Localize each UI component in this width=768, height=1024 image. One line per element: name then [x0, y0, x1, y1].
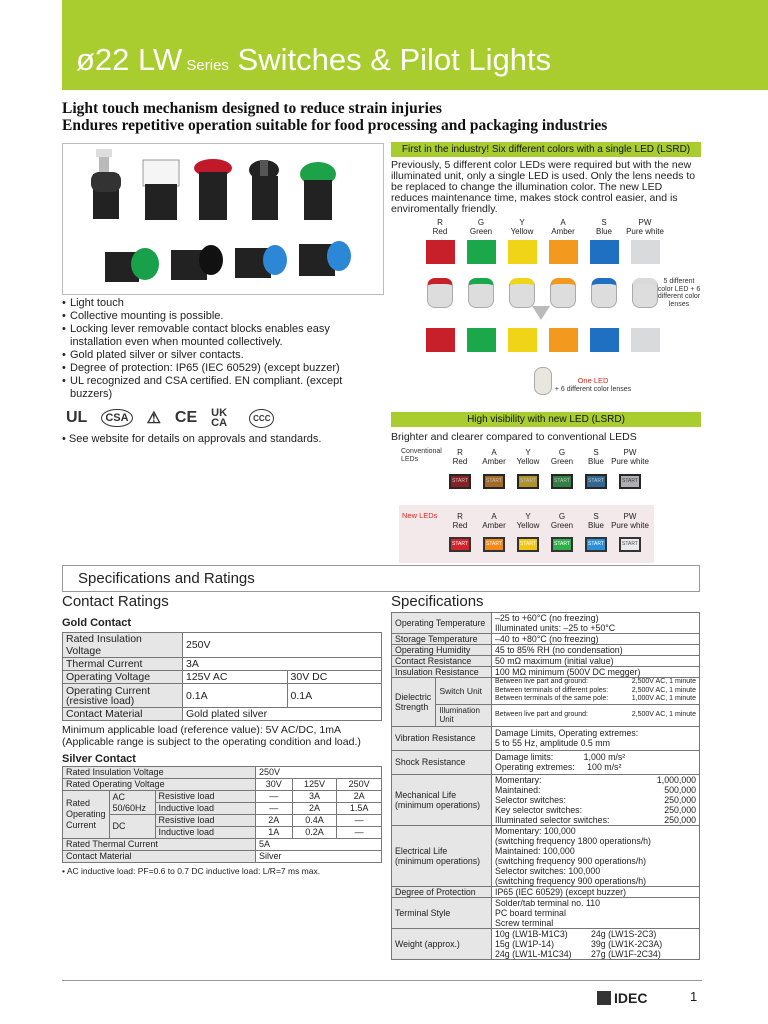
led-unit [509, 278, 535, 308]
lens-swatch [508, 240, 537, 264]
headline-line-1: Light touch mechanism designed to reduce strain injuries [62, 100, 442, 117]
specifications-heading: Specifications [391, 593, 484, 610]
hv-color-label: Y Yellow [516, 448, 540, 466]
start-button-sample: START [449, 537, 471, 552]
led-description: Previously, 5 different color LEDs were required but with the new illuminated unit, only a single LED is used. Only the lens needs to be replaced to change the illumination color. The new LED reduces maintenance time, makes stock control easier, and is enviromentally friendly. [391, 159, 696, 215]
certification-marks [66, 405, 274, 431]
hv-color-label: Y Yellow [516, 512, 540, 530]
down-arrow-icon [532, 306, 550, 320]
table-row: Operating Current (resistive load) 0.1A 0.1A [63, 684, 382, 708]
new-led-label: New LEDs [402, 511, 438, 520]
gold-note: Minimum applicable load (reference value): 5V AC/DC, 1mA (Applicable range is subject to the operating condition and load.) [62, 724, 361, 748]
silver-note: • AC inductive load: PF=0.6 to 0.7 DC inductive load: L/R=7 ms max. [62, 866, 321, 876]
start-button-sample: START [619, 537, 641, 552]
product-illustration [63, 144, 385, 296]
green-pilot-light [105, 248, 159, 282]
table-row: Inductive load 1A 0.2A — [63, 827, 382, 839]
table-row: Contact Resistance 50 mΩ maximum (initial value) [392, 656, 700, 667]
headline [62, 100, 702, 134]
feature-item: • UL recognized and CSA certified. EN compliant. (except buzzers) [62, 375, 382, 401]
start-button-sample: START [483, 537, 505, 552]
led-color-label: A Amber [551, 218, 575, 236]
table-row: Contact Material Gold plated silver [63, 708, 382, 721]
approvals-note: • See website for details on approvals and standards. [62, 433, 322, 445]
selector-switch [249, 160, 279, 220]
led-unit [591, 278, 617, 308]
lens-swatch [426, 328, 455, 352]
red-pushbutton [194, 159, 232, 220]
product-photo [62, 143, 384, 295]
table-row: Degree of Protection IP65 (IEC 60529) (except buzzer) [392, 886, 700, 897]
start-button-sample: START [449, 474, 471, 489]
table-row: Insulation Resistance 100 MΩ minimum (500V DC megger) [392, 667, 700, 678]
hv-color-label: R Red [452, 448, 468, 466]
table-row: Shock Resistance Damage limits: 1,000 m/s² Operating extremes: 100 m/s² [392, 750, 700, 774]
blue-pilot-light [235, 245, 287, 278]
start-button-sample: START [483, 474, 505, 489]
lens-swatch [467, 328, 496, 352]
start-button-sample: START [619, 474, 641, 489]
specifications-banner: Specifications and Ratings [62, 565, 700, 592]
gold-contact-table [62, 632, 382, 721]
key-switch [91, 149, 121, 219]
table-row: Thermal Current 3A [63, 658, 382, 671]
table-row: Weight (approx.) 10g (LW1B-M1C3) 24g (LW1S-2C3) 15g (LW1P-14) 39g (LW1K-2C3A) 24g (LW1L-M1C34) 27g (LW1F-2C34) [392, 928, 700, 959]
hv-color-label: G Green [550, 512, 574, 530]
specifications-table [391, 612, 700, 960]
table-row: Operating Voltage 125V AC 30V DC [63, 671, 382, 684]
footer-rule [62, 980, 702, 981]
hv-color-label: S Blue [587, 512, 604, 530]
silver-contact-table [62, 766, 382, 863]
hv-banner: High visibility with new LED (LSRD) [391, 412, 701, 427]
lens-swatch [508, 328, 537, 352]
idec-mark-icon [597, 991, 611, 1005]
lens-swatch [590, 240, 619, 264]
hv-color-label: A Amber [482, 448, 506, 466]
feature-item: • Degree of protection: IP65 (IEC 60529) (except buzzer) [62, 362, 382, 375]
lens-swatch [590, 328, 619, 352]
start-button-sample: START [517, 537, 539, 552]
hv-color-label: S Blue [587, 448, 604, 466]
hv-color-label: PW Pure white [611, 448, 649, 466]
white-pushbutton [143, 160, 179, 220]
hv-color-label: G Green [550, 448, 574, 466]
page-title: ø22 LW Series Switches & Pilot Lights [76, 42, 552, 77]
table-row: Rated Insulation Voltage 250V [63, 767, 382, 779]
lens-swatch [549, 240, 578, 264]
table-row: Rated Operating Voltage 30V 125V 250V [63, 779, 382, 791]
start-button-sample: START [585, 537, 607, 552]
single-led-unit [534, 367, 552, 395]
warning-triangle-icon: ⚠ [146, 410, 161, 427]
table-row: Illumination Unit Between live part and ground: 2,500V AC, 1 minute [392, 704, 700, 726]
feature-item: • Gold plated silver or silver contacts. [62, 349, 382, 362]
led-color-label: Y Yellow [510, 218, 534, 236]
table-row: Rated Thermal Current 5A [63, 839, 382, 851]
start-button-sample: START [585, 474, 607, 489]
table-row: Rated Insulation Voltage 250V [63, 633, 382, 658]
table-row: Operating Humidity 45 to 85% RH (no condensation) [392, 645, 700, 656]
hv-color-label: A Amber [482, 512, 506, 530]
lens-swatch [549, 328, 578, 352]
led-unit [550, 278, 576, 308]
ccc-mark-icon: CCC [249, 409, 274, 428]
lens-swatch [631, 328, 660, 352]
table-row: DC Resistive load 2A 0.4A — [63, 815, 382, 827]
buzzer [171, 245, 223, 280]
idec-logo: IDEC [597, 990, 647, 1006]
lens-swatch [467, 240, 496, 264]
led-unit [427, 278, 453, 308]
led-color-label: G Green [469, 218, 493, 236]
table-row: Storage Temperature –40 to +80°C (no freezing) [392, 634, 700, 645]
ukca-mark-icon: UK CA [211, 407, 228, 429]
ce-mark-icon: CE [174, 409, 198, 426]
start-button-sample: START [517, 474, 539, 489]
green-pushbutton [300, 162, 336, 220]
table-row: Rated Operating Current AC 50/60Hz Resistive load — 3A 2A [63, 791, 382, 803]
start-button-sample: START [551, 474, 573, 489]
led-color-label: S Blue [595, 218, 612, 236]
page-number: 1 [690, 989, 698, 1004]
lens-swatch [631, 240, 660, 264]
led-color-label: PW Pure white [626, 218, 664, 236]
table-row: Operating Temperature –25 to +60°C (no freezing) Illuminated units: –25 to +50°C [392, 613, 700, 634]
table-row: Vibration Resistance Damage Limits, Operating extremes: 5 to 55 Hz, amplitude 0.5 mm [392, 726, 700, 750]
table-row: Dielectric Strength Switch Unit Between live part and ground: 2,500V AC, 1 minute Between terminals of different poles: 2,500V AC, 1 minute Between terminals of the same pole: 1,000V AC, 1 minute [392, 678, 700, 705]
led-banner: First in the industry! Six different colors with a single LED (LSRD) [391, 142, 701, 157]
table-row: Mechanical Life (minimum operations) Momentary: 1,000,000 Maintained: 500,000 Selector switches: 250,000 Key selector switches: 250,000 Illuminated selector switches: 250,000 [392, 774, 700, 825]
led-unit [632, 278, 658, 308]
feature-list [62, 297, 382, 401]
led-color-label: R Red [432, 218, 448, 236]
table-row: Terminal Style Solder/tab terminal no. 110 PC board terminal Screw terminal [392, 897, 700, 928]
feature-item: • Locking lever removable contact blocks enables easy installation even when mounted collectively. [62, 323, 382, 349]
start-button-sample: START [551, 537, 573, 552]
contact-ratings-heading: Contact Ratings [62, 593, 169, 610]
silver-contact-heading: Silver Contact [62, 753, 136, 765]
five-led-note: 5 different color LED + 6 different color lenses [657, 278, 701, 308]
table-row: Contact Material Silver [63, 851, 382, 863]
feature-item: • Light touch [62, 297, 382, 310]
csa-mark-icon: CSA [101, 409, 132, 427]
blue-round-pilot [299, 241, 351, 276]
lens-note: + 6 different color lenses [554, 386, 632, 393]
feature-item: • Collective mounting is possible. [62, 310, 382, 323]
table-row: Electrical Life (minimum operations) Momentary: 100,000 (switching frequency 1800 operations/h) Maintained: 100,000 (switching frequency 900 operations/h) Selector switches: 100,000 (switching frequency 900 operations/h) [392, 825, 700, 886]
one-led-note: One LED [577, 376, 609, 385]
gold-contact-heading: Gold Contact [62, 617, 132, 629]
conventional-label: Conventional LEDs [401, 448, 442, 463]
headline-line-2: Endures repetitive operation suitable for food processing and packaging industries [62, 117, 608, 134]
hv-color-label: R Red [452, 512, 468, 530]
lens-swatch [426, 240, 455, 264]
title-banner [62, 0, 768, 90]
hv-color-label: PW Pure white [611, 512, 649, 530]
ul-mark-icon: UL [66, 409, 88, 426]
hv-description: Brighter and clearer compared to conventional LEDS [391, 431, 637, 443]
led-unit [468, 278, 494, 308]
table-row: Inductive load — 2A 1.5A [63, 803, 382, 815]
